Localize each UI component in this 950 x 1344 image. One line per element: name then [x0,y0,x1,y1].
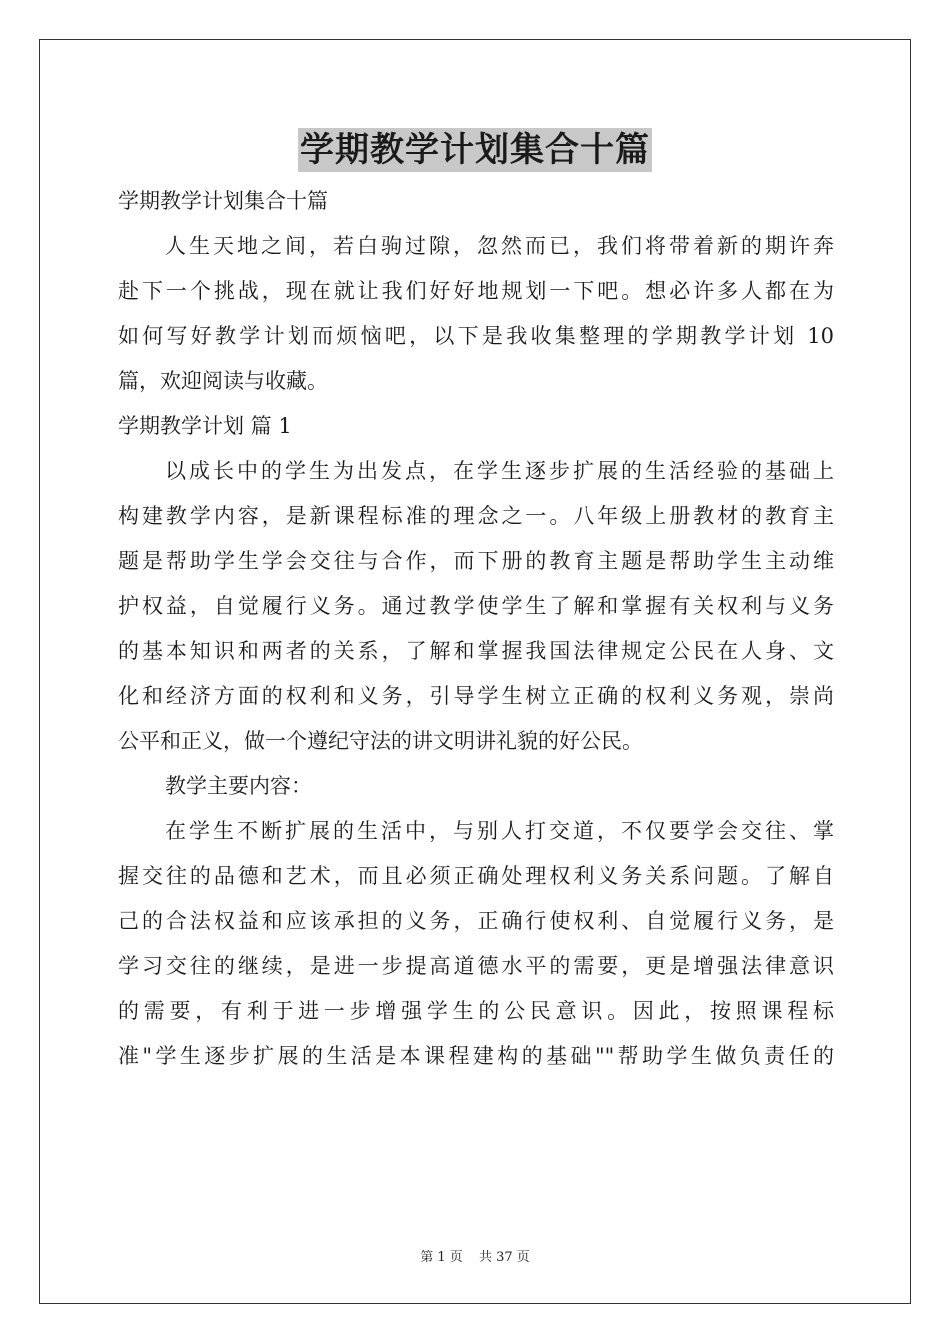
paragraph-line: 学习交往的继续，是进一步提高道德水平的需要，更是增强法律意识 [118,954,834,978]
paragraph-line: 护权益，自觉履行义务。通过教学使学生了解和掌握有关权利与义务 [118,594,834,618]
paragraph-line: 握交往的品德和艺术，而且必须正确处理权利义务关系问题。了解自 [118,864,834,888]
paragraph-line: 构建教学内容，是新课程标准的理念之一。八年级上册教材的教育主 [118,504,834,528]
document-title: 学期教学计划集合十篇 [300,130,650,170]
intro-line: 篇，欢迎阅读与收藏。 [118,369,328,393]
paragraph-line: 题是帮助学生学会交往与合作，而下册的教育主题是帮助学生主动维 [118,549,834,573]
document-subtitle: 学期教学计划集合十篇 [118,189,328,213]
paragraph-line: 的基本知识和两者的关系，了解和掌握我国法律规定公民在人身、文 [118,639,834,663]
paragraph-line: 准"学生逐步扩展的生活是本课程建构的基础""帮助学生做负责任的 [118,1044,834,1068]
section-heading: 学期教学计划 篇 1 [118,414,292,438]
paragraph-line: 以成长中的学生为出发点，在学生逐步扩展的生活经验的基础上 [165,459,834,483]
paragraph-line: 在学生不断扩展的生活中，与别人打交道，不仅要学会交往、掌 [165,819,834,843]
title-container [0,128,950,172]
intro-line: 如何写好教学计划而烦恼吧，以下是我收集整理的学期教学计划 10 [118,324,834,348]
paragraph-line: 的需要，有利于进一步增强学生的公民意识。因此，按照课程标 [118,999,834,1023]
paragraph-line: 化和经济方面的权利和义务，引导学生树立正确的权利义务观，崇尚 [118,684,834,708]
page-footer [0,1246,950,1265]
document-body [118,179,834,1079]
main-content-label: 教学主要内容： [165,774,312,798]
intro-line: 人生天地之间，若白驹过隙，忽然而已，我们将带着新的期许奔 [165,234,834,258]
paragraph-line: 公平和正义，做一个遵纪守法的讲文明讲礼貌的好公民。 [118,729,643,753]
page-number: 第 1 页 [420,1250,463,1265]
intro-line: 赴下一个挑战，现在就让我们好好地规划一下吧。想必许多人都在为 [118,279,834,303]
paragraph-line: 己的合法权益和应该承担的义务，正确行使权利、自觉履行义务，是 [118,909,834,933]
page-total: 共 37 页 [478,1250,530,1265]
